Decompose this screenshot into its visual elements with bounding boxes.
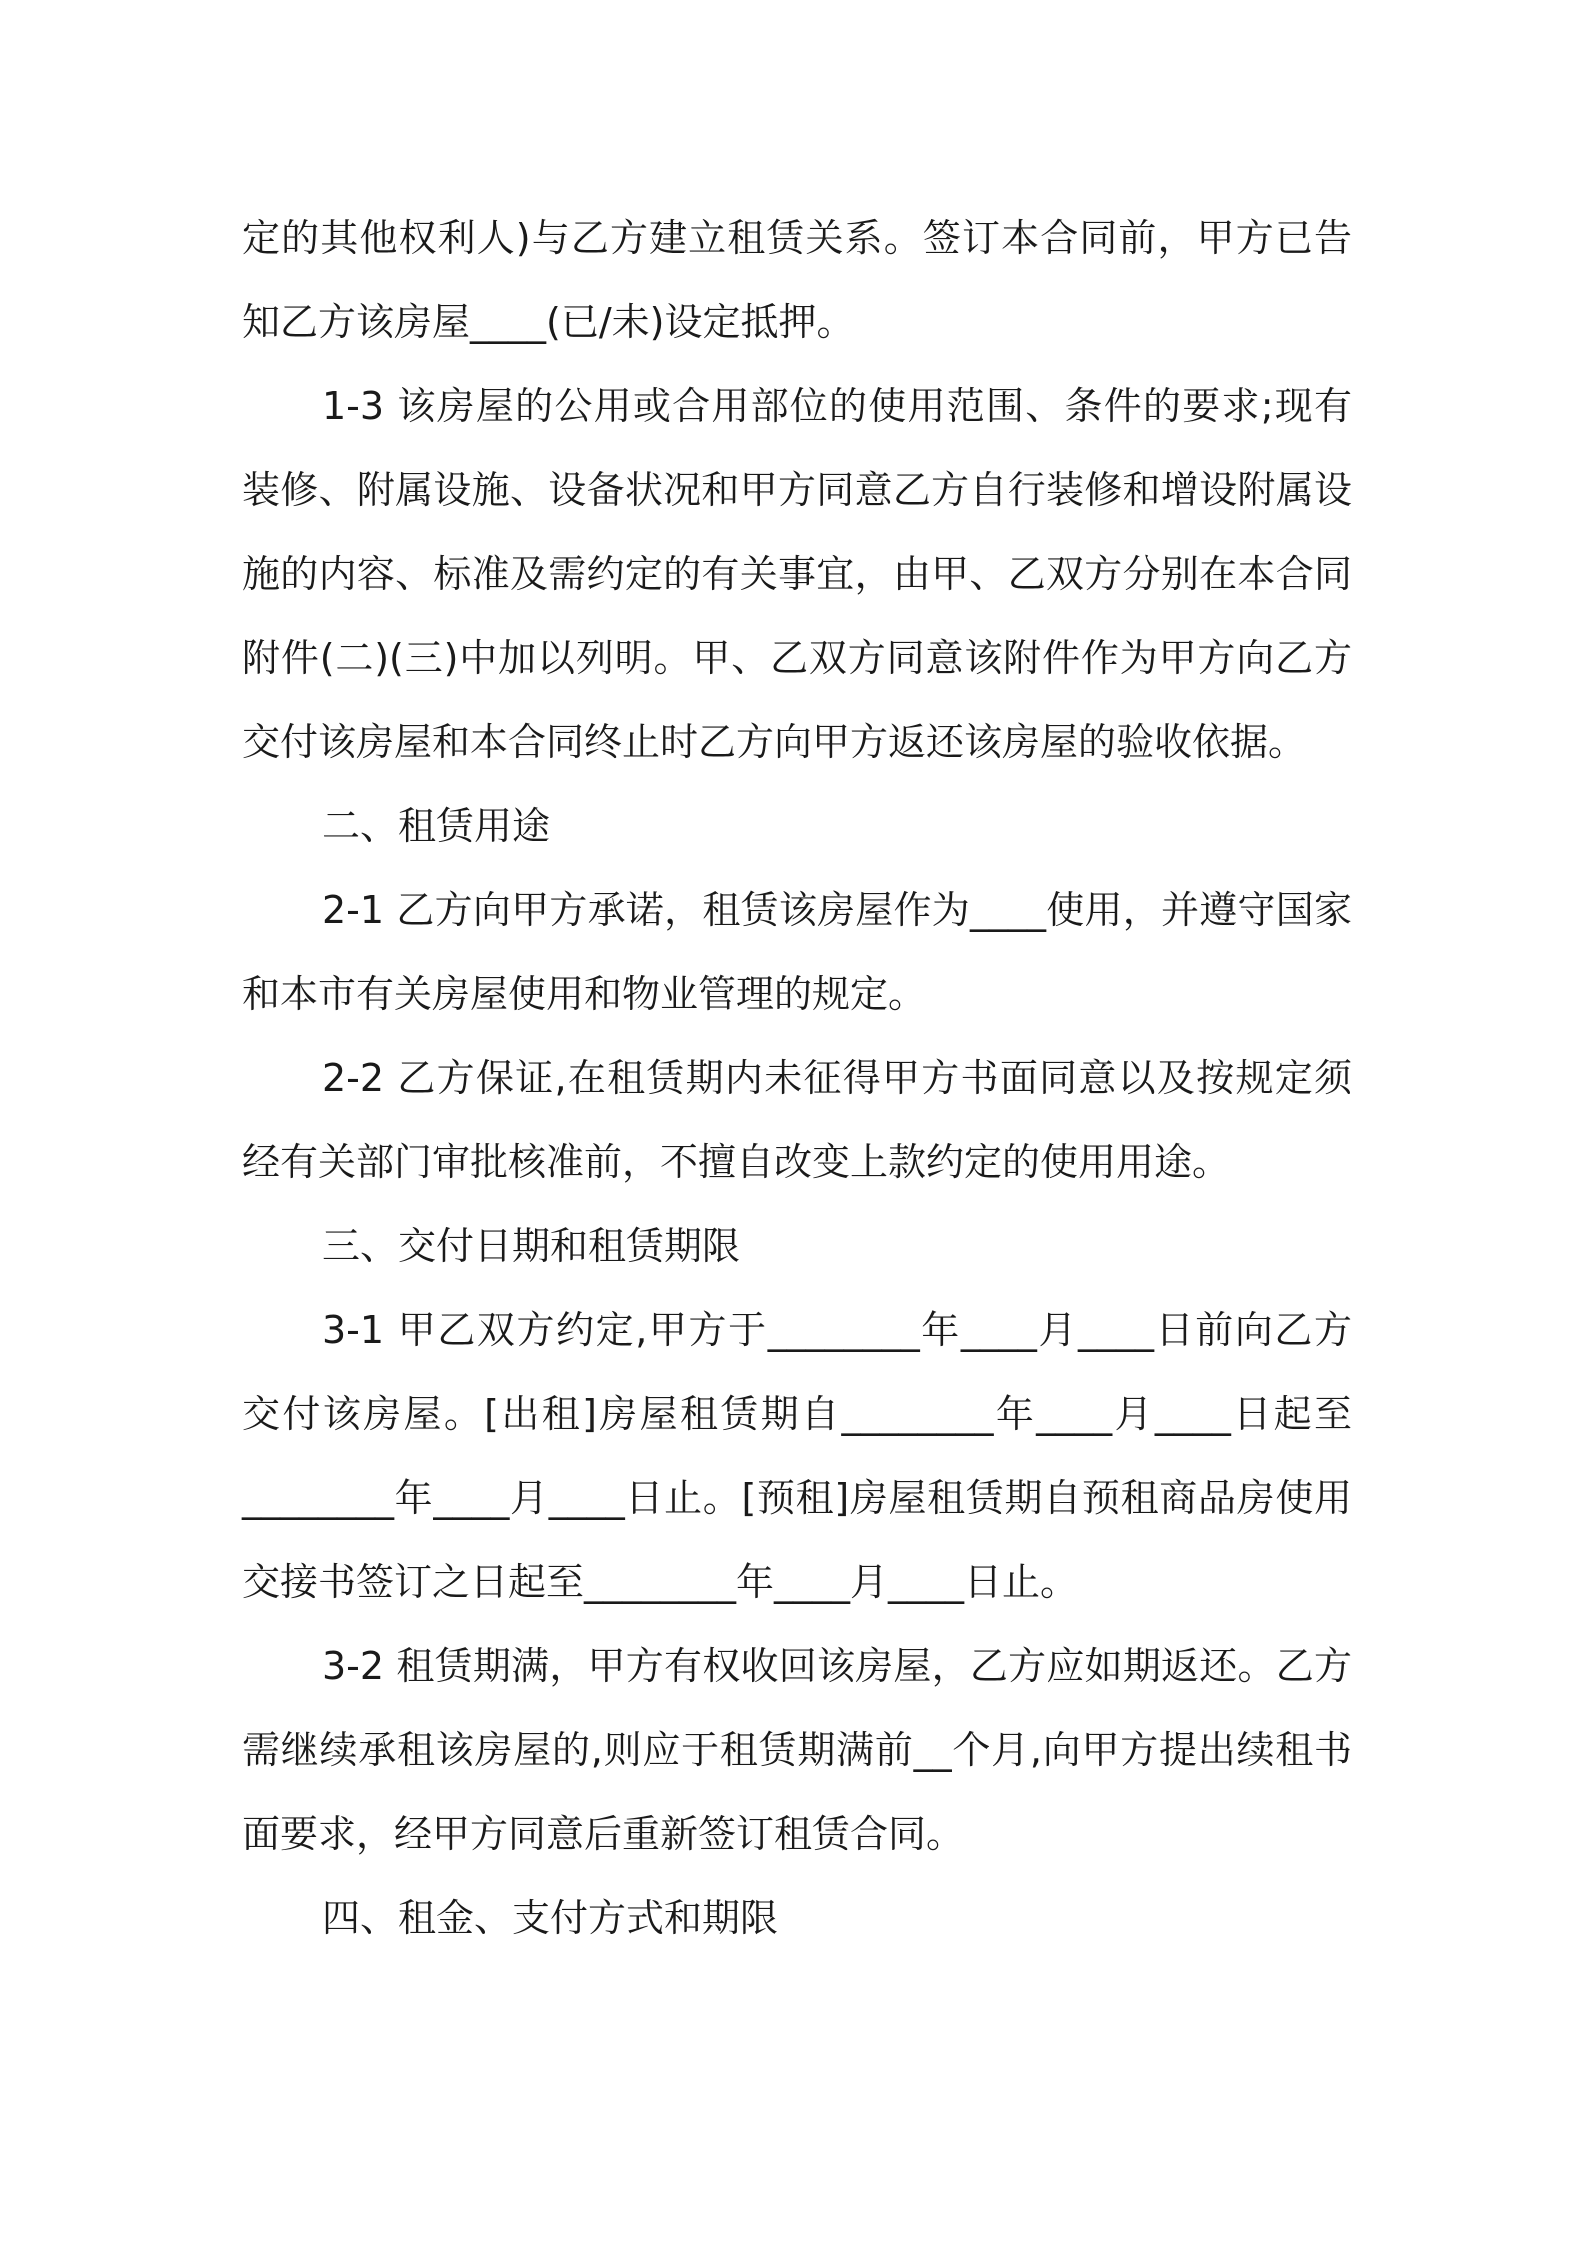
- document-body: [242, 196, 1352, 1960]
- section-heading-rental-purpose: 二、租赁用途: [322, 804, 551, 848]
- paragraph-3-1: 3-1 甲乙双方约定,甲方于________年____月____日前向乙方交付该房屋。[出租]房屋租赁期自________年____月____日起至________年____月____日止。[预租]房屋租赁期自预租商品房使用交接书签订之日起至________年____月____日止。: [242, 1308, 1352, 1604]
- paragraph-3-2: 3-2 租赁期满，甲方有权收回该房屋，乙方应如期返还。乙方需继续承租该房屋的,则应于租赁期满前__个月,向甲方提出续租书面要求，经甲方同意后重新签订租赁合同。: [242, 1644, 1352, 1856]
- paragraph-continuation: 定的其他权利人)与乙方建立租赁关系。签订本合同前，甲方已告知乙方该房屋____(已/未)设定抵押。: [242, 216, 1352, 344]
- paragraph-2-2: 2-2 乙方保证,在租赁期内未征得甲方书面同意以及按规定须经有关部门审批核准前，不擅自改变上款约定的使用用途。: [242, 1056, 1352, 1184]
- paragraph-1-3: 1-3 该房屋的公用或合用部位的使用范围、条件的要求;现有装修、附属设施、设备状况和甲方同意乙方自行装修和增设附属设施的内容、标准及需约定的有关事宜，由甲、乙双方分别在本合同附件(二)(三)中加以列明。甲、乙双方同意该附件作为甲方向乙方交付该房屋和本合同终止时乙方向甲方返还该房屋的验收依据。: [242, 384, 1352, 764]
- paragraph-2-1: 2-1 乙方向甲方承诺，租赁该房屋作为____使用，并遵守国家和本市有关房屋使用和物业管理的规定。: [242, 888, 1352, 1016]
- section-heading-delivery-term: 三、交付日期和租赁期限: [322, 1224, 741, 1268]
- section-heading-rent-payment: 四、租金、支付方式和期限: [322, 1896, 779, 1940]
